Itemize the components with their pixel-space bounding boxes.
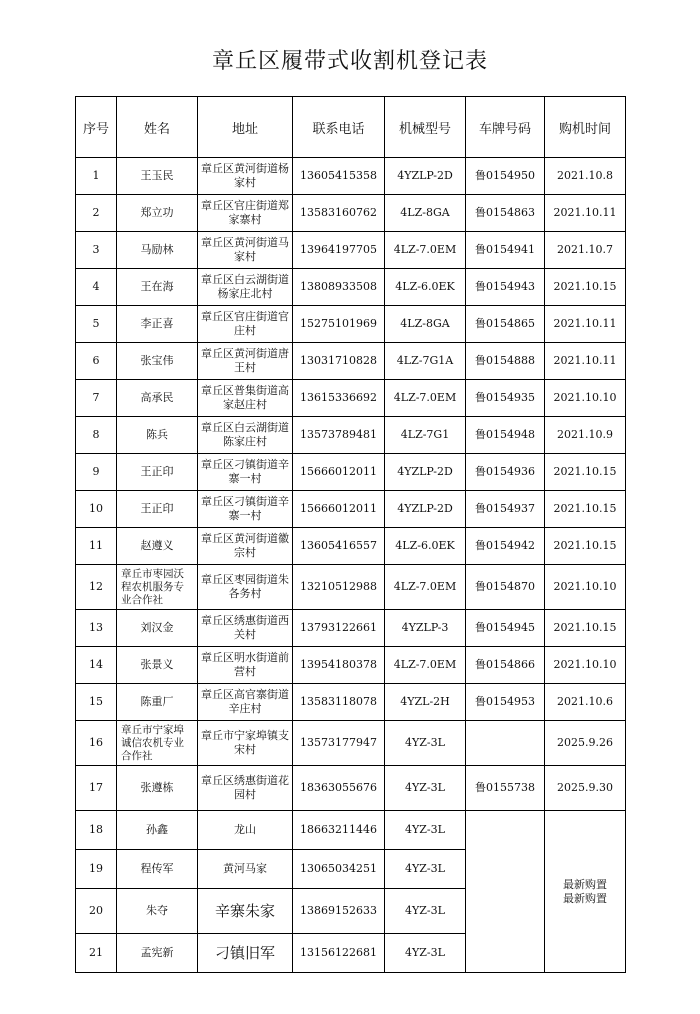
cell-phone: 13583160762 [293, 195, 385, 232]
cell-name: 王正印 [117, 491, 198, 528]
cell-plate: 鲁0154936 [466, 454, 545, 491]
cell-name: 郑立功 [117, 195, 198, 232]
cell-index: 12 [76, 565, 117, 610]
note-line-2: 最新购置 [563, 891, 607, 905]
cell-date: 2025.9.30 [545, 766, 626, 811]
cell-address: 章丘区枣园街道朱各务村 [198, 565, 293, 610]
cell-index: 6 [76, 343, 117, 380]
cell-model: 4LZ-7.0EM [385, 647, 466, 684]
cell-date: 2021.10.11 [545, 343, 626, 380]
cell-index: 1 [76, 158, 117, 195]
cell-address: 章丘区黄河街道马家村 [198, 232, 293, 269]
cell-index: 8 [76, 417, 117, 454]
cell-phone: 13605416557 [293, 528, 385, 565]
table-header-row [76, 97, 626, 158]
cell-address: 章丘区绣惠街道花园村 [198, 766, 293, 811]
cell-address: 章丘区白云湖街道陈家庄村 [198, 417, 293, 454]
cell-address: 章丘区白云湖街道杨家庄北村 [198, 269, 293, 306]
cell-index: 4 [76, 269, 117, 306]
cell-date: 2025.9.26 [545, 721, 626, 766]
cell-phone: 13869152633 [293, 889, 385, 934]
note-line-1: 最新购置 [563, 877, 607, 891]
cell-plate: 鲁0154888 [466, 343, 545, 380]
cell-address: 辛寨朱家 [198, 889, 293, 934]
cell-plate: 鲁0154865 [466, 306, 545, 343]
cell-index: 5 [76, 306, 117, 343]
cell-phone: 18363055676 [293, 766, 385, 811]
cell-plate [466, 721, 545, 766]
table-row [76, 195, 626, 232]
cell-model: 4YZL-2H [385, 684, 466, 721]
cell-name: 赵遵义 [117, 528, 198, 565]
cell-model: 4YZLP-3 [385, 610, 466, 647]
cell-model: 4YZ-3L [385, 889, 466, 934]
cell-plate: 鲁0154945 [466, 610, 545, 647]
cell-plate-merged-blank [466, 811, 545, 973]
table-row [76, 306, 626, 343]
cell-plate: 鲁0155738 [466, 766, 545, 811]
cell-date: 2021.10.6 [545, 684, 626, 721]
cell-index: 15 [76, 684, 117, 721]
cell-model: 4YZ-3L [385, 766, 466, 811]
cell-phone: 13605415358 [293, 158, 385, 195]
header-index: 序号 [76, 97, 117, 158]
cell-model: 4LZ-8GA [385, 306, 466, 343]
cell-date: 2021.10.10 [545, 380, 626, 417]
cell-address: 章丘区高官寨街道辛庄村 [198, 684, 293, 721]
table-row [76, 232, 626, 269]
cell-plate: 鲁0154937 [466, 491, 545, 528]
cell-index: 18 [76, 811, 117, 850]
cell-phone: 13808933508 [293, 269, 385, 306]
cell-index: 3 [76, 232, 117, 269]
cell-name: 马励林 [117, 232, 198, 269]
table-row [76, 343, 626, 380]
cell-model: 4YZLP-2D [385, 158, 466, 195]
table-row [76, 811, 626, 850]
cell-index: 20 [76, 889, 117, 934]
cell-model: 4LZ-8GA [385, 195, 466, 232]
cell-model: 4YZ-3L [385, 850, 466, 889]
cell-name: 张宝伟 [117, 343, 198, 380]
registration-table [75, 96, 626, 973]
table-row [76, 610, 626, 647]
cell-date: 2021.10.10 [545, 647, 626, 684]
table-row [76, 647, 626, 684]
cell-name: 孙鑫 [117, 811, 198, 850]
cell-name: 章丘市枣园沃程农机服务专业合作社 [117, 565, 198, 610]
cell-name: 王在海 [117, 269, 198, 306]
cell-name: 李正喜 [117, 306, 198, 343]
table-row [76, 565, 626, 610]
cell-plate: 鲁0154942 [466, 528, 545, 565]
cell-address: 章丘区刁镇街道辛寨一村 [198, 454, 293, 491]
cell-phone: 13156122681 [293, 934, 385, 973]
cell-address: 章丘区官庄街道郑家寨村 [198, 195, 293, 232]
table-row [76, 491, 626, 528]
cell-phone: 13573789481 [293, 417, 385, 454]
cell-name: 朱夺 [117, 889, 198, 934]
cell-plate: 鲁0154866 [466, 647, 545, 684]
cell-date: 2021.10.15 [545, 454, 626, 491]
cell-model: 4LZ-7.0EM [385, 565, 466, 610]
cell-plate: 鲁0154943 [466, 269, 545, 306]
cell-date: 2021.10.11 [545, 195, 626, 232]
cell-date: 2021.10.8 [545, 158, 626, 195]
cell-model: 4LZ-6.0EK [385, 269, 466, 306]
cell-name: 高承民 [117, 380, 198, 417]
cell-model: 4LZ-6.0EK [385, 528, 466, 565]
cell-phone: 13210512988 [293, 565, 385, 610]
cell-phone: 15666012011 [293, 454, 385, 491]
cell-model: 4YZLP-2D [385, 454, 466, 491]
cell-index: 10 [76, 491, 117, 528]
cell-date: 2021.10.11 [545, 306, 626, 343]
table-row [76, 158, 626, 195]
cell-name: 章丘市宁家埠诚信农机专业合作社 [117, 721, 198, 766]
cell-index: 14 [76, 647, 117, 684]
cell-plate: 鲁0154863 [466, 195, 545, 232]
cell-model: 4LZ-7G1 [385, 417, 466, 454]
cell-name: 孟宪新 [117, 934, 198, 973]
header-address: 地址 [198, 97, 293, 158]
cell-model: 4YZ-3L [385, 934, 466, 973]
cell-phone: 13954180378 [293, 647, 385, 684]
cell-date: 2021.10.10 [545, 565, 626, 610]
cell-index: 2 [76, 195, 117, 232]
cell-phone: 13573177947 [293, 721, 385, 766]
cell-model: 4YZ-3L [385, 811, 466, 850]
table-row [76, 528, 626, 565]
cell-plate: 鲁0154870 [466, 565, 545, 610]
cell-date: 2021.10.15 [545, 491, 626, 528]
cell-name: 陈重厂 [117, 684, 198, 721]
cell-name: 刘汉金 [117, 610, 198, 647]
table-row [76, 380, 626, 417]
cell-address: 章丘区绣惠街道西关村 [198, 610, 293, 647]
page-title: 章丘区履带式收割机登记表 [211, 49, 488, 74]
cell-plate: 鲁0154953 [466, 684, 545, 721]
cell-date: 2021.10.15 [545, 269, 626, 306]
header-model: 机械型号 [385, 97, 466, 158]
cell-address: 章丘区黄河街道杨家村 [198, 158, 293, 195]
cell-address: 刁镇旧军 [198, 934, 293, 973]
cell-phone: 15275101969 [293, 306, 385, 343]
cell-index: 11 [76, 528, 117, 565]
cell-name: 陈兵 [117, 417, 198, 454]
cell-phone: 15666012011 [293, 491, 385, 528]
cell-index: 13 [76, 610, 117, 647]
cell-date: 2021.10.9 [545, 417, 626, 454]
cell-name: 程传军 [117, 850, 198, 889]
cell-address: 章丘区黄河街道唐王村 [198, 343, 293, 380]
cell-name: 张遵栋 [117, 766, 198, 811]
cell-address: 龙山 [198, 811, 293, 850]
header-name: 姓名 [117, 97, 198, 158]
table-row [76, 684, 626, 721]
cell-model: 4LZ-7.0EM [385, 380, 466, 417]
header-phone: 联系电话 [293, 97, 385, 158]
cell-phone: 18663211446 [293, 811, 385, 850]
cell-address: 章丘区刁镇街道辛寨一村 [198, 491, 293, 528]
cell-plate: 鲁0154950 [466, 158, 545, 195]
cell-name: 王正印 [117, 454, 198, 491]
cell-index: 16 [76, 721, 117, 766]
cell-phone: 13793122661 [293, 610, 385, 647]
cell-phone: 13031710828 [293, 343, 385, 380]
cell-index: 21 [76, 934, 117, 973]
cell-index: 19 [76, 850, 117, 889]
cell-address: 黄河马家 [198, 850, 293, 889]
cell-address: 章丘市宁家埠镇支宋村 [198, 721, 293, 766]
table-row [76, 269, 626, 306]
cell-name: 张景义 [117, 647, 198, 684]
cell-address: 章丘区官庄街道官庄村 [198, 306, 293, 343]
cell-model: 4YZ-3L [385, 721, 466, 766]
table-row [76, 721, 626, 766]
table-row [76, 766, 626, 811]
cell-address: 章丘区普集街道高家赵庄村 [198, 380, 293, 417]
cell-date: 2021.10.7 [545, 232, 626, 269]
cell-plate: 鲁0154941 [466, 232, 545, 269]
cell-index: 17 [76, 766, 117, 811]
cell-address: 章丘区黄河街道徽宗村 [198, 528, 293, 565]
cell-phone: 13583118078 [293, 684, 385, 721]
cell-date: 2021.10.15 [545, 610, 626, 647]
header-plate: 车牌号码 [466, 97, 545, 158]
cell-index: 9 [76, 454, 117, 491]
cell-phone: 13065034251 [293, 850, 385, 889]
cell-index: 7 [76, 380, 117, 417]
header-purchase-date: 购机时间 [545, 97, 626, 158]
cell-address: 章丘区明水街道前营村 [198, 647, 293, 684]
cell-phone: 13615336692 [293, 380, 385, 417]
cell-model: 4LZ-7G1A [385, 343, 466, 380]
cell-date-merged-note [545, 811, 626, 973]
cell-plate: 鲁0154948 [466, 417, 545, 454]
table-row [76, 454, 626, 491]
cell-model: 4LZ-7.0EM [385, 232, 466, 269]
table-row [76, 417, 626, 454]
cell-model: 4YZLP-2D [385, 491, 466, 528]
cell-phone: 13964197705 [293, 232, 385, 269]
cell-name: 王玉民 [117, 158, 198, 195]
cell-plate: 鲁0154935 [466, 380, 545, 417]
cell-date: 2021.10.15 [545, 528, 626, 565]
